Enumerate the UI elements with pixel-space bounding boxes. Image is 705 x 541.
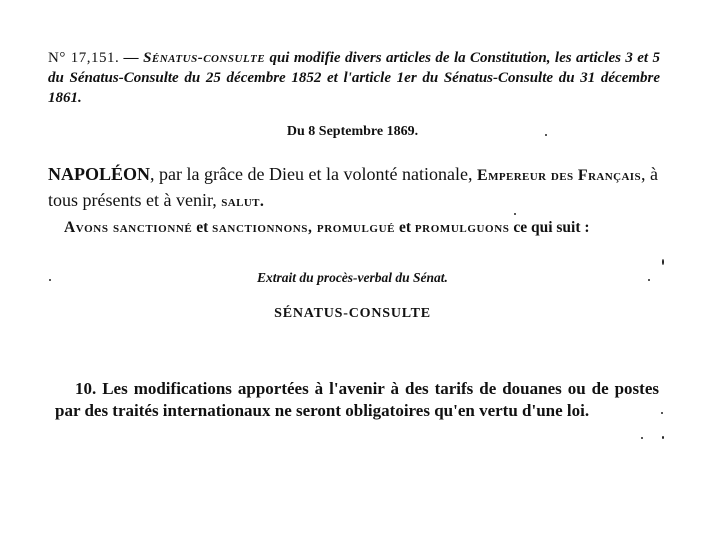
scan-speck bbox=[514, 213, 516, 215]
scan-speck bbox=[641, 437, 643, 439]
emperor-title: Empereur des Français bbox=[477, 167, 641, 184]
scan-speck bbox=[648, 279, 650, 281]
enactment-clause bbox=[48, 217, 658, 238]
enact-word-1: Avons sanctionné bbox=[64, 219, 193, 236]
scan-speck bbox=[49, 279, 51, 281]
decree-kind: Sénatus-consulte bbox=[143, 50, 266, 66]
header-dash: — bbox=[119, 50, 144, 66]
decree-number: N° 17,151. bbox=[48, 50, 120, 66]
enact-word-3: sanctionnons, promulgué bbox=[212, 219, 396, 236]
emperor-name: NAPOLÉON bbox=[48, 164, 151, 184]
decree-description: qui modifie divers articles de la Constitution, les articles 3 et 5 du Sénatus-Consulte du 25 décembre 1852 et l'article 1er du Sénatus-Consulte du 31 décembre 1861. bbox=[48, 50, 661, 106]
extract-caption: Extrait du procès-verbal du Sénat. bbox=[257, 270, 448, 285]
enact-word-4: et bbox=[395, 219, 415, 236]
preamble-text-1: , par la grâce de Dieu et la volonté nationale, bbox=[150, 164, 477, 184]
preamble-salut: salut. bbox=[221, 193, 265, 210]
article-10: 10. Les modifications apportées à l'avenir à des tarifs de douanes ou de postes par des traités internationaux ne seront obligatoires qu'en vertu d'une loi. bbox=[55, 379, 659, 420]
enact-word-6: ce qui suit : bbox=[509, 219, 590, 236]
enact-word-5: promulguons bbox=[414, 219, 510, 236]
decree-date: Du 8 Septembre 1869. bbox=[286, 124, 419, 139]
scan-speck bbox=[545, 134, 547, 136]
scan-speck bbox=[662, 259, 664, 265]
section-title: SÉNATUS-CONSULTE bbox=[274, 306, 431, 321]
decree-header bbox=[48, 48, 660, 108]
scan-speck bbox=[661, 412, 663, 414]
preamble bbox=[48, 162, 658, 214]
scan-speck bbox=[662, 436, 664, 439]
preamble-text-2: , à tous présents et à venir, bbox=[48, 164, 659, 210]
enact-word-2: et bbox=[192, 219, 213, 236]
